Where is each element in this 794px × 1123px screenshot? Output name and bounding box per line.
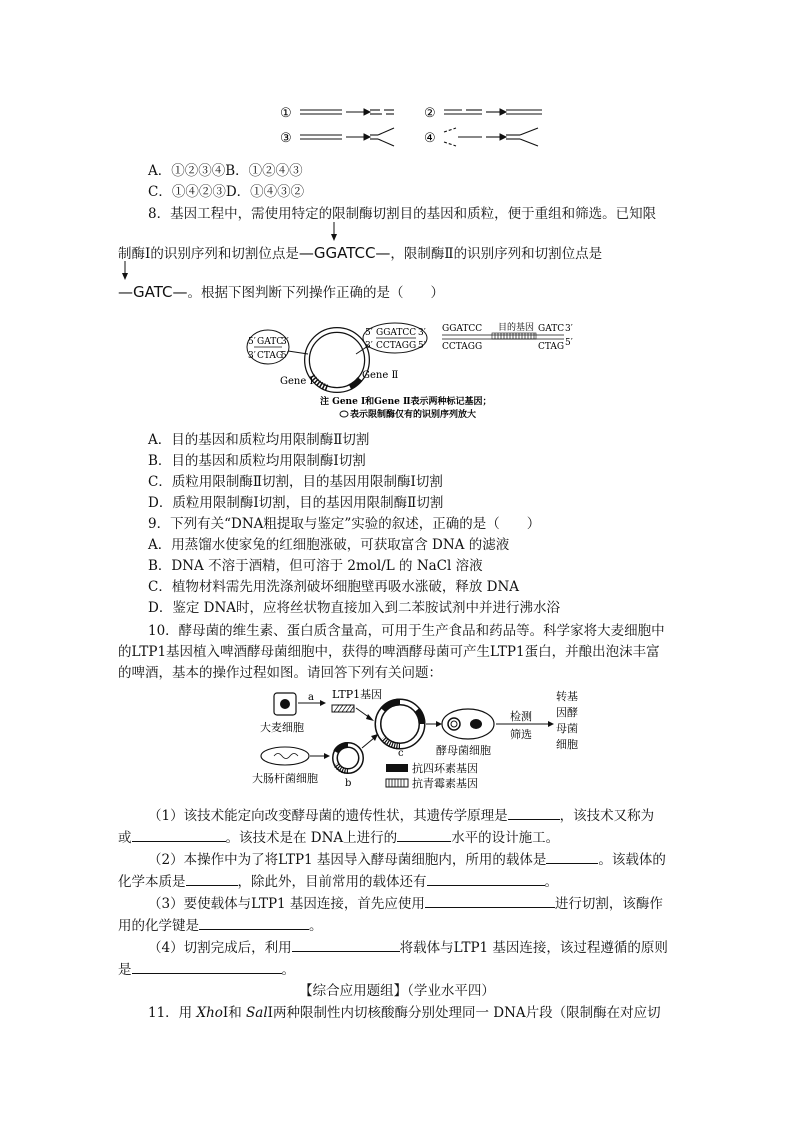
q10-part2-text-d: ，除此外，目前常用的载体还有 [237,874,427,890]
right-top-left-seq: GGATCC [442,324,483,334]
answer-blank[interactable] [427,872,545,886]
cut-arrow-icon [120,261,130,281]
fig-label-4: ④ [424,131,436,146]
mid-5prime: 5′ [365,328,373,338]
q10-part2-line1 [148,850,666,869]
q10-part1-text-a: （1）该技术能定向改变酵母菌的遗传性状，其遗传学原理是 [148,808,508,824]
transgenic-label-4: 细胞 [556,738,578,751]
q10-part3-text-b: 进行切割，该酶作 [554,896,663,912]
q9-option-b: B．DNA 不溶于酒精，但可溶于 2mol/L 的 NaCl 溶液 [148,558,483,574]
q10-part3-line1 [148,894,663,913]
q8-stem-line1: 8．基因工程中，需使用特定的限制酶切割目的基因和质粒，便于重组和筛选。已知限 [148,206,657,222]
q8-stem-line2 [118,244,602,263]
barley-cell-label: 大麦细胞 [260,721,304,734]
ltp1-label: LTP1基因 [332,688,383,701]
q8-option-c: C．质粒用限制酶Ⅱ切割，目的基因用限制酶Ⅰ切割 [148,474,443,490]
answer-blank[interactable] [199,916,309,930]
answer-blank[interactable] [292,938,400,952]
left-3prime-top: 3′ [281,337,289,347]
answer-blank[interactable] [425,894,555,908]
answer-blank[interactable] [546,850,598,864]
right-3prime: 3′ [565,324,573,334]
q10-part1-text-d: 。该技术是在 DNA上进行的 [225,830,398,846]
q10-stem-line3: 的啤酒，基本的操作过程如图。请回答下列有关问题： [118,665,442,681]
gene-of-interest-label: 目的基因 [498,323,535,333]
right-bottom-left-seq: CCTAGG [442,342,483,352]
q10-part4-text-c: 是 [118,962,132,978]
q9-option-a: A．用蒸馏水使家兔的红细胞涨破，可获取富含 DNA 的滤液 [148,537,510,553]
dna-fragment-figure [270,100,550,150]
legend-amp-label: 抗青霉素基因 [412,777,478,790]
mid-5prime-bottom: 5′ [418,341,426,351]
q10-part2-text-b: 。该载体的 [598,852,666,868]
q11-text-c: Ⅰ两种限制性内切核酸酶分别处理同一 DNA片段（限制酶在对应切 [267,1005,661,1021]
q7-option-ab: A．①②③④B．①②④③ [148,163,303,179]
q10-part1-text-c: 或 [118,830,132,846]
section-heading: 【综合应用题组】（学业水平四） [299,983,495,999]
q10-part3-line2 [118,916,323,935]
left-5prime-bottom: 5′ [281,351,289,361]
answer-blank[interactable] [508,806,560,820]
transgenic-label-2: 因酵 [556,706,578,719]
q10-part4-line1 [148,938,668,957]
q10-part1-line2 [118,828,559,847]
q8-option-a: A．目的基因和质粒均用限制酶Ⅱ切割 [148,432,370,448]
q10-part1-text-e: 水平的设计施工。 [451,830,560,846]
mid-bottom-seq: CCTAGG [376,341,417,351]
q8-stem-line3 [118,283,444,302]
sal-enzyme-name: Sal [246,1005,268,1021]
yeast-cell-label: 酵母菌细胞 [436,744,491,757]
ecoli-label: 大肠杆菌细胞 [252,772,318,785]
right-top-right-seq: GATC [538,324,565,334]
q8-stem-text-b: ，限制酶Ⅱ的识别序列和切割位点是 [390,246,603,262]
fig-label-2: ② [424,106,436,121]
plasmid-figure [240,318,590,420]
q8-option-d: D．质粒用限制酶Ⅰ切割，目的基因用限制酶Ⅱ切割 [148,495,444,511]
bubble-icon [340,411,348,417]
q9-option-c: C．植物材料需先用洗涤剂破坏细胞壁再吸水涨破，释放 DNA [148,579,520,595]
plasmid-c-label: c [398,748,404,759]
left-5prime: 5′ [248,337,256,347]
legend-tet-label: 抗四环素基因 [412,762,478,775]
answer-blank[interactable] [397,828,451,842]
enzyme2-sequence: —GATC— [118,283,188,301]
answer-blank[interactable] [186,872,238,886]
answer-blank[interactable] [132,828,226,842]
q11-text-a: 11．用 [148,1005,197,1021]
q10-part2-line2 [118,872,558,891]
q10-part2-text-c: 化学本质是 [118,874,186,890]
fig-label-1: ① [280,106,292,121]
answer-blank[interactable] [132,960,282,974]
q10-part4-text-b: 将载体与LTP1 基因连接，该过程遵循的原则 [399,940,668,956]
plasmid-b-label: b [345,778,352,789]
gene1-label: Gene Ⅰ [280,376,314,387]
q10-part1-line1 [148,806,654,825]
cut-arrow-icon [329,222,339,242]
q9-option-d: D．鉴定 DNA时，应将丝状物直接加入到二苯胺试剂中并进行沸水浴 [148,600,560,616]
left-top-seq: GATC [257,337,284,347]
transgenic-label-1: 转基 [556,690,578,703]
mid-top-seq: GGATCC [376,328,417,338]
gene2-label: Gene Ⅱ [362,370,399,381]
xho-enzyme-name: Xho [196,1005,223,1021]
q10-part3-text-a: （3）要使载体与LTP1 基因连接，首先应使用 [148,896,425,912]
fig-label-3: ③ [280,131,292,146]
arrow-a-label: a [308,692,314,703]
left-bottom-seq: CTAG [257,351,284,361]
screen-label: 筛选 [510,728,532,741]
q10-part2-text-a: （2）本操作中为了将LTP1 基因导入酵母菌细胞内，所用的载体是 [148,852,547,868]
q10-stem-line2: 的LTP1基因植入啤酒酵母菌细胞中，获得的啤酒酵母菌可产生LTP1蛋白，并酿出泡沫丰富 [118,644,660,660]
right-bottom-right-seq: CTAG [538,342,565,352]
mid-3prime-top: 3′ [418,328,426,338]
figure-note-line1: 注 Gene Ⅰ和Gene Ⅱ表示两种标记基因； [320,397,492,407]
q10-part3-text-c: 用的化学键是 [118,918,199,934]
yeast-engineering-figure [250,686,580,796]
enzyme1-sequence: —GGATCC— [298,244,391,262]
q9-stem: 9．下列有关“DNA粗提取与鉴定”实验的叙述，正确的是（ ） [148,516,541,532]
q8-option-b: B．目的基因和质粒均用限制酶Ⅰ切割 [148,453,366,469]
q10-part1-text-b: ，该技术又称为 [559,808,655,824]
q11-text-b: Ⅰ和 [222,1005,247,1021]
q10-stem-line1: 10．酵母菌的维生素、蛋白质含量高，可用于生产食品和药品等。科学家将大麦细胞中 [148,623,665,639]
q11-stem [148,1004,661,1022]
q10-part2-text-e: 。 [544,874,558,890]
q7-option-cd: C．①④②③D．①④③② [148,184,305,200]
q10-part4-text-d: 。 [281,962,295,978]
tet-resistance-swatch [386,764,408,772]
mid-3prime: 3′ [365,341,373,351]
q10-part3-text-d: 。 [309,918,323,934]
q8-stem-text-c: 。根据下图判断下列操作正确的是（ ） [187,285,444,301]
q10-part4-text-a: （4）切割完成后，利用 [148,940,292,956]
left-3prime: 3′ [248,351,256,361]
transgenic-label-3: 母菌 [556,722,578,735]
figure-note-line2: 表示限制酶仅有的识别序列放大 [350,410,477,420]
right-5prime: 5′ [565,338,573,348]
q8-stem-text-a: 制酶Ⅰ的识别序列和切割位点是 [118,246,299,262]
q10-part4-line2 [118,960,295,979]
detect-label: 检测 [510,710,532,723]
